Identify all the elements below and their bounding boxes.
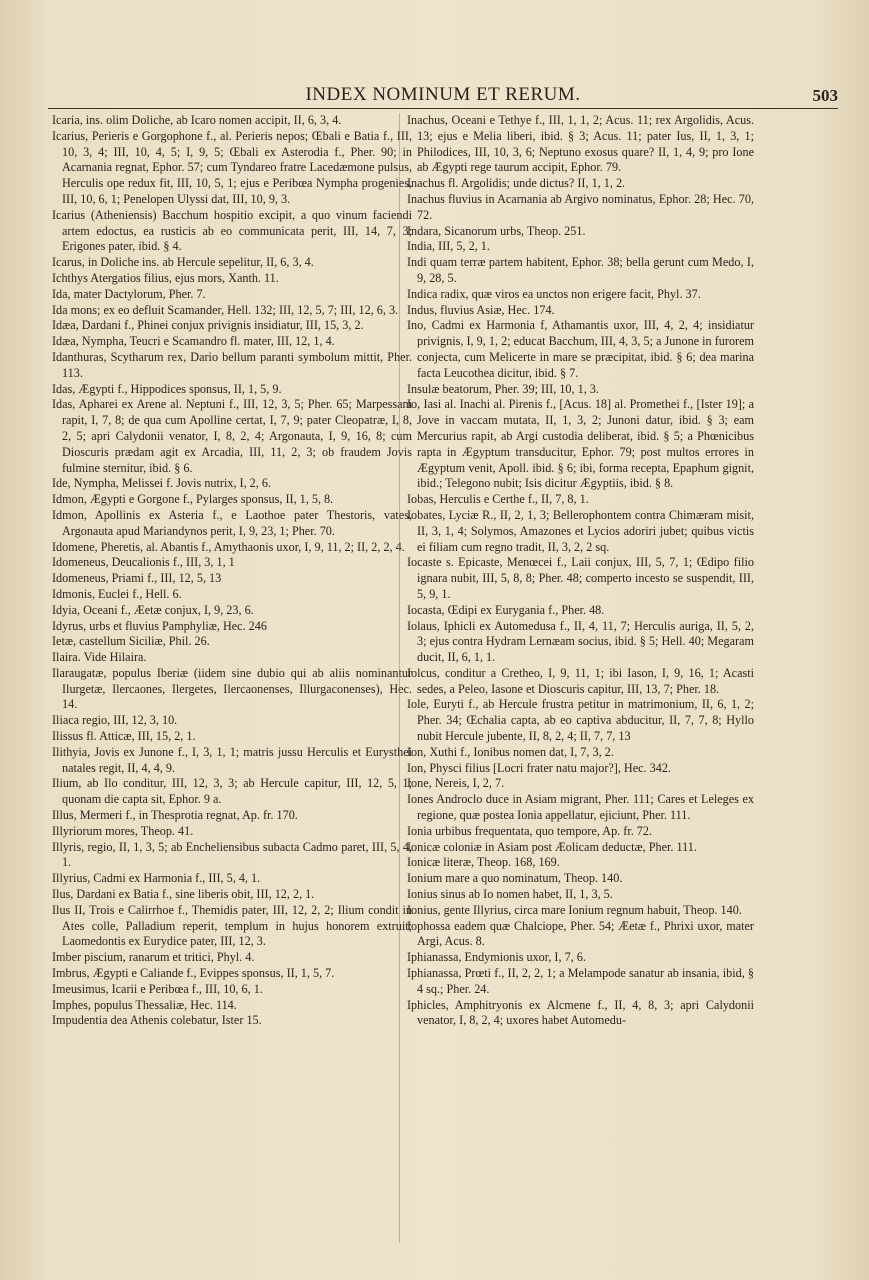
header-rule: [48, 108, 838, 109]
index-entry: Idomeneus, Deucalionis f., III, 3, 1, 1: [52, 555, 235, 570]
index-entry: Idas, Ægypti f., Hippodices sponsus, II, 1, 5, 9.: [52, 381, 282, 396]
index-entry: Ide, Nympha, Melissei f. Jovis nutrix, I, 2, 6.: [52, 476, 272, 491]
index-entry: Ilus, Dardani ex Batia f., sine liberis obit, III, 12, 2, 1.: [52, 887, 315, 902]
index-entry: Idmonis, Euclei f., Hell. 6.: [52, 586, 182, 601]
index-entry: Iocaste s. Epicaste, Menœcei f., Laii conjux, III, 5, 7, 1; Œdipo filio ignara nubit, III, 5, 8, 8; Pher. 48; comperto incesto se suspendit, III, 5, 9, 1.: [407, 555, 754, 601]
index-entry: Indi quam terræ partem habitent, Ephor. 38; bella gerunt cum Medo, I, 9, 28, 5.: [407, 255, 754, 285]
running-header: [48, 84, 838, 108]
index-entry: Illyris, regio, II, 1, 3, 5; ab Encheliensibus subacta Cadmo paret, III, 5, 4, 1.: [52, 839, 412, 870]
index-entry: Idyia, Oceani f., Æetæ conjux, I, 9, 23, 6.: [52, 602, 254, 617]
index-entry: Ionium mare a quo nominatum, Theop. 140.: [407, 871, 623, 886]
index-entry: Ilaira. Vide Hilaira.: [52, 650, 147, 665]
right-column: [407, 113, 754, 1029]
index-entry: Illus, Mermeri f., in Thesprotia regnat, Ap. fr. 170.: [52, 808, 298, 823]
index-entry: Idomeneus, Priami f., III, 12, 5, 13: [52, 571, 222, 586]
index-entry: Indara, Sicanorum urbs, Theop. 251.: [407, 223, 586, 238]
index-entry: Icarius, Perieris e Gorgophone f., al. Perieris nepos; Œbali e Batia f., III, 10, 3, 4; III, 10, 4, 5; I, 9, 5; Œbali ex Asterodia f., Pher. 90; in Acarnania regnat, Ephor. 57; cum Tyndareo fratre Lacedæmone pulsus, Herculis ope redux fit, III, 10, 5, 1; ejus e Peribœa Nympha progenies, III, 10, 6, 1; Penelopen Ulyssi dat, III, 10, 9, 3.: [52, 128, 412, 206]
index-entry: Iole, Euryti f., ab Hercule frustra petitur in matrimonium, II, 6, 1, 2; Pher. 34; Œchalia capta, ab eo captiva abducitur, II, 7, 7, 8; Hyllo nubit Hercule jubente, II, 8, 2, 4; II, 7, 7, 13: [407, 697, 754, 744]
index-entry: Io, Iasi al. Inachi al. Pirenis f., [Acus. 18] al. Promethei f., [Ister 19]; a Jove in vaccam mutata, II, 1, 3, 2; Junoni datur, ibid. § 3; eam Mercurius rapit, ab Argi custodia deliberat, ibid. § 5; a Phœnicibus rapta in Ægyptum transducitur, Ephor. 79; post multos errores in Ægyptum venit, Apoll. ibid. § 6; ibi, forma recepta, Epaphum gignit, ibid.; Telegono nubit; Isis dicitur Ægyptiis, ibid. § 8.: [407, 397, 754, 491]
index-entry: Iolaus, Iphicli ex Automedusa f., II, 4, 11, 7; Herculis auriga, II, 5, 2, 3; ejus contra Hydram Lernæam socius, ibid. § 5; Hell. 40; Megaram ducit, II, 6, 1, 1.: [407, 618, 754, 665]
index-entry: Idæa, Nympha, Teucri e Scamandro fl. mater, III, 12, 1, 4.: [52, 334, 335, 349]
index-entry: Imeusimus, Icarii e Peribœa f., III, 10, 6, 1.: [52, 981, 263, 996]
index-entry: Inachus fl. Argolidis; unde dictus? II, 1, 1, 2.: [407, 176, 626, 191]
index-entry: Ione, Nereis, I, 2, 7.: [407, 776, 505, 791]
index-entry: Ida, mater Dactylorum, Pher. 7.: [52, 286, 206, 301]
index-entry: Iphianassa, Prœti f., II, 2, 2, 1; a Melampode sanatur ab insania, ibid, § 4 sq.; Pher. 24.: [407, 966, 754, 996]
index-entry: Inachus fluvius in Acarnania ab Argivo nominatus, Ephor. 28; Hec. 70, 72.: [407, 191, 754, 222]
index-entry: Impudentia dea Athenis colebatur, Ister 15.: [52, 1013, 262, 1028]
index-entry: Ionicæ coloniæ in Asiam post Æolicam deductæ, Pher. 111.: [407, 839, 697, 854]
index-entry: Iobas, Herculis e Certhe f., II, 7, 8, 1.: [407, 492, 589, 507]
index-entry: Idmon, Ægypti e Gorgone f., Pylarges sponsus, II, 1, 5, 8.: [52, 492, 334, 507]
index-entry: Inachus, Oceani e Tethye f., III, 1, 1, 2; Acus. 11; rex Argolidis, Acus. 13; ejus e Melia liberi, ibid. § 3; Acus. 11; pater Ius, II, 1, 3, 1; Philodices, III, 10, 3, 6; Neptuno exosus quare? II, 1, 4, 9; pro Ione ab Ægypti rege taurum accipit, Ephor. 79.: [407, 113, 754, 175]
index-entry: Idmon, Apollinis ex Asteria f., e Laothoe pater Thestoris, vates, Argonauta apud Mariandynos perit, I, 9, 23, 1; Pher. 70.: [52, 507, 412, 538]
index-entry: Idomene, Pheretis, al. Abantis f., Amythaonis uxor, I, 9, 11, 2; II, 2, 2, 4.: [52, 539, 405, 554]
index-entry: Iolcus, conditur a Cretheo, I, 9, 11, 1; ibi Iason, I, 9, 16, 1; Acasti sedes, a Peleo, Iasone et Dioscuris capitur, III, 13, 7; Pher. 18.: [407, 665, 754, 696]
index-entry: Idas, Apharei ex Arene al. Neptuni f., III, 12, 3, 5; Pher. 65; Marpessam rapit, I, 7, 8; de qua cum Apolline certat, I, 7, 9; pater Cleopatræ, I, 8, 2, 5; apri Calydonii venator, I, 8, 2, 4; Argonauta, I, 9, 16, 8; cum Dioscuris prædam agit ex Arcadia, III, 11, 2, 3; ob fraudem Jovis fulmine sternitur, ibid. § 6.: [52, 397, 412, 475]
index-entry: Ionius, gente Illyrius, circa mare Ionium regnum habuit, Theop. 140.: [407, 902, 742, 917]
index-entry: Ionicæ literæ, Theop. 168, 169.: [407, 855, 560, 870]
index-entry: Iophossa eadem quæ Chalciope, Pher. 54; Æetæ f., Phrixi uxor, mater Argi, Acus. 8.: [407, 918, 754, 949]
index-entry: Idyrus, urbs et fluvius Pamphyliæ, Hec. 246: [52, 618, 267, 633]
column-divider: [399, 113, 400, 1243]
index-entry: Icarus, in Doliche ins. ab Hercule sepelitur, II, 6, 3, 4.: [52, 255, 314, 270]
index-entry: Iphianassa, Endymionis uxor, I, 7, 6.: [407, 950, 586, 965]
index-entry: Ilissus fl. Atticæ, III, 15, 2, 1.: [52, 729, 196, 744]
index-entry: Indica radix, quæ viros ea unctos non erigere facit, Phyl. 37.: [407, 286, 701, 301]
index-entry: Ino, Cadmi ex Harmonia f, Athamantis uxor, III, 4, 2, 4; insidiatur privignis, I, 9, 1, 2; educat Bacchum, III, 4, 3, 5; a Junone in furorem conjecta, cum Melicerte in mare se præcipitat, ibid. § 6; dea marina facta Leucothea dicitur, ibid. § 7.: [407, 318, 754, 380]
index-entry: India, III, 5, 2, 1.: [407, 239, 490, 254]
index-entry: Insulæ beatorum, Pher. 39; III, 10, 1, 3.: [407, 381, 599, 396]
index-entry: Iocasta, Œdipi ex Eurygania f., Pher. 48.: [407, 602, 605, 617]
index-entry: Ida mons; ex eo defluit Scamander, Hell. 132; III, 12, 5, 7; III, 12, 6, 3.: [52, 302, 399, 317]
index-entry: Iphicles, Amphitryonis ex Alcmene f., II, 4, 8, 3; apri Calydonii venator, I, 8, 2, 4; uxores habet Automedu-: [407, 997, 754, 1028]
index-entry: Icarius (Atheniensis) Bacchum hospitio excipit, a quo vinum faciendi artem edoctus, ea rusticis ab eo communicata perit, III, 14, 7, 3; Erigones pater, ibid. § 4.: [52, 207, 412, 254]
index-entry: Idanthuras, Scytharum rex, Dario bellum paranti symbolum mittit, Pher. 113.: [52, 349, 412, 380]
index-entry: Ion, Physci filius [Locri frater natu major?], Hec. 342.: [407, 760, 671, 775]
index-entry: Illyrius, Cadmi ex Harmonia f., III, 5, 4, 1.: [52, 871, 261, 886]
index-entry: Iones Androclo duce in Asiam migrant, Pher. 111; Cares et Leleges ex regione, quæ postea Ionia appellatur, ejiciunt, Pher. 111.: [407, 792, 754, 823]
left-column: [52, 113, 412, 1029]
index-entry: Ilithyia, Jovis ex Junone f., I, 3, 1, 1; matris jussu Herculis et Eurysthei natales regit, II, 4, 4, 9.: [52, 744, 412, 775]
page-title: INDEX NOMINUM ET RERUM.: [305, 84, 581, 105]
index-entry: Imphes, populus Thessaliæ, Hec. 114.: [52, 997, 237, 1012]
index-entry: Iliaca regio, III, 12, 3, 10.: [52, 713, 178, 728]
index-entry: Ilium, ab Ilo conditur, III, 12, 3, 3; ab Hercule capitur, III, 12, 5, 1; quonam die capta sit, Ephor. 9 a.: [52, 776, 412, 807]
page-number: 503: [812, 86, 838, 105]
index-entry: Idæa, Dardani f., Phinei conjux privignis insidiatur, III, 15, 3, 2.: [52, 318, 364, 333]
index-entry: Icaria, ins. olim Doliche, ab Icaro nomen accipit, II, 6, 3, 4.: [52, 113, 342, 127]
index-entry: Ionia urbibus frequentata, quo tempore, Ap. fr. 72.: [407, 823, 653, 838]
index-entry: Ichthys Atergatios filius, ejus mors, Xanth. 11.: [52, 270, 279, 285]
index-entry: Imbrus, Ægypti e Caliande f., Evippes sponsus, II, 1, 5, 7.: [52, 966, 335, 981]
index-entry: Imber piscium, ranarum et tritici, Phyl. 4.: [52, 950, 255, 965]
index-entry: Ilaraugatæ, populus Iberiæ (iidem sine dubio qui ab aliis nominantur Ilurgetæ, Ilercaones, Ilergetes, Ilercaonenses, Illurgaconenses), Hec. 14.: [52, 665, 412, 712]
index-entry: Ilus II, Trois e Calirrhoe f., Themidis pater, III, 12, 2, 2; Ilium condit in Ates colle, Palladium reperit, templum in hujus honorem extruit; Laomedontis ex Eurydice pater, III, 12, 3.: [52, 902, 412, 949]
index-entry: Illyriorum mores, Theop. 41.: [52, 823, 194, 838]
index-entry: Ietæ, castellum Siciliæ, Phil. 26.: [52, 634, 210, 649]
index-entry: Iobates, Lyciæ R., II, 2, 1, 3; Bellerophontem contra Chimæram misit, II, 3, 1, 4; Solymos, Amazones et Lycios adoriri jubet; quibus victis ei filiam cum regno tradit, II, 3, 2, 2 sq.: [407, 507, 754, 554]
index-entry: Ionius sinus ab Io nomen habet, II, 1, 3, 5.: [407, 887, 613, 902]
index-entry: Ion, Xuthi f., Ionibus nomen dat, I, 7, 3, 2.: [407, 744, 614, 759]
index-entry: Indus, fluvius Asiæ, Hec. 174.: [407, 302, 555, 317]
